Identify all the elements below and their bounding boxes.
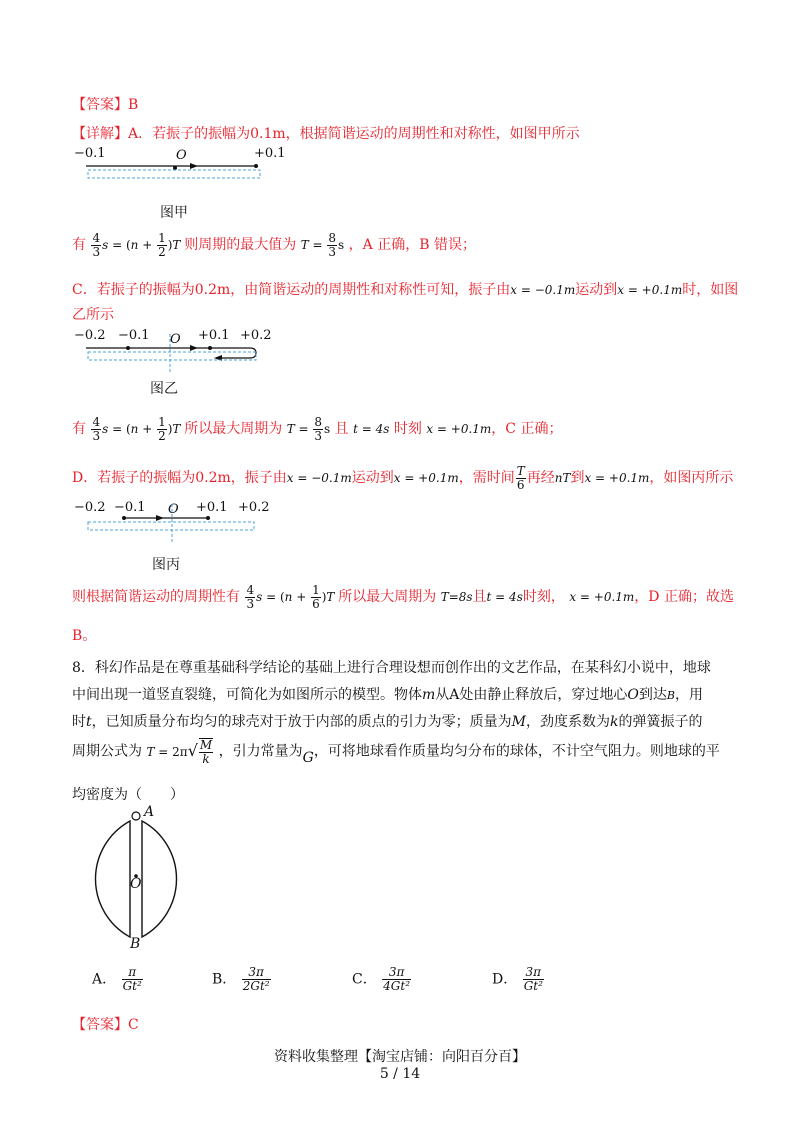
label-plus-01: +0.1	[254, 146, 286, 161]
answer-value: B	[128, 97, 139, 113]
figure-bing	[72, 496, 272, 576]
q8-l4c: ，可将地球看作质量均匀分布的球体，不计空气阻力。则地球的平	[313, 743, 720, 760]
pos-x-pos2: x = +0.1m	[584, 471, 650, 485]
q8-line2	[72, 684, 703, 704]
option-frac	[523, 966, 544, 993]
text-moment: 时刻，	[522, 589, 565, 605]
text-d-post: ，如图丙所示	[649, 470, 734, 486]
var-m: m	[422, 687, 436, 703]
point-a-label: A	[144, 804, 155, 820]
answer-bracket: 【答案】	[72, 1017, 128, 1033]
pos-x-pos: x = +0.1m	[393, 471, 459, 485]
detail-line-a	[72, 123, 580, 143]
formula-period-c: $\frac{4}{3}$ s = (n + $\frac{1}{2}$ )T	[92, 415, 181, 443]
q8-line1: 8．科幻作品是在尊重基础科学结论的基础上进行合理设想而创作出的文艺作品，在某科幻小说中，地球	[72, 660, 711, 676]
option-num: π	[122, 966, 143, 980]
option-num: 3π	[523, 966, 544, 980]
var-b: B	[666, 689, 675, 702]
option-label: C．	[352, 971, 377, 988]
text-to: 到	[570, 470, 585, 486]
var-k: k	[609, 714, 619, 730]
figure-yi	[72, 326, 272, 406]
figure-jia	[72, 144, 292, 224]
text-and: 且	[472, 589, 487, 605]
text-c-mid: 运动到	[575, 282, 618, 298]
page-number: 5 / 14	[379, 1066, 421, 1082]
detail-line-d	[72, 465, 733, 492]
text-and: 且	[334, 421, 349, 437]
option-d[interactable]	[492, 966, 545, 993]
q8-l3c: ，劲度系数为	[525, 714, 610, 730]
formula-spring-period: T = 2π√ $\frac{M}{k}$	[146, 738, 213, 766]
text-moment: 时刻	[393, 421, 422, 437]
q8-l3d: 的弹簧振子的	[618, 714, 703, 730]
label-plus-02: +0.2	[240, 328, 272, 343]
detail-line-d2	[72, 584, 734, 611]
var-o: O	[627, 687, 639, 703]
text-d-pre: D．若振子的振幅为0.2m，振子由	[72, 470, 287, 486]
formula-nt: nT	[554, 471, 571, 485]
text-a-conclusion: ，A 正确，B 错误；	[348, 237, 476, 253]
text-max-period: 则周期的最大值为	[184, 237, 297, 253]
option-label: B．	[212, 971, 237, 988]
footer-source: 资料收集整理【淘宝店铺：向阳百分百】	[274, 1049, 526, 1065]
detail-line-a2	[72, 232, 476, 259]
oscillation-path	[72, 326, 272, 376]
formula-tmax-c: T = $\frac{8}{3}$ s	[286, 415, 331, 443]
earth-figure	[68, 804, 218, 954]
option-label: A．	[92, 971, 117, 988]
option-den: Gt²	[523, 979, 543, 993]
answer-line	[72, 94, 138, 114]
text-max-period: 所以最大周期为	[338, 589, 437, 605]
option-frac	[242, 966, 271, 993]
q8-l2d: ，用	[674, 687, 703, 703]
label-origin: O	[170, 332, 181, 347]
q8-l3b: ，已知质量分布均匀的球壳对于放于内部的质点的引力为零；质量为	[91, 714, 512, 730]
answer-line-2	[72, 1014, 139, 1034]
text-you: 有	[72, 237, 86, 253]
option-num: 3π	[242, 966, 271, 980]
var-g: G	[302, 749, 314, 766]
caption-yi: 图乙	[150, 381, 178, 397]
label-minus-01: −0.1	[118, 328, 150, 343]
text-c-pre: C．若振子的振幅为0.2m，由简谐运动的周期性和对称性可知，振子由	[72, 282, 511, 298]
oscillation-path	[72, 144, 292, 184]
caption-jia: 图甲	[160, 205, 188, 221]
time-value: t = 4s	[353, 422, 390, 436]
answer-value: C	[128, 1017, 139, 1033]
text-max-period: 所以最大周期为	[184, 421, 283, 437]
var-bigm: M	[511, 714, 526, 730]
option-den: Gt²	[122, 979, 142, 993]
text-d-mid: 运动到	[351, 470, 394, 486]
label-origin: O	[168, 502, 179, 517]
pos-x-neg: x = −0.1m	[510, 283, 576, 297]
point-o-label: O	[130, 876, 142, 892]
pos-value: x = +0.1m	[426, 422, 492, 436]
oscillation-path	[72, 496, 272, 546]
q8-line5: 均密度为（ ）	[72, 787, 184, 803]
earth-diagram	[68, 804, 218, 954]
pos-value: x = +0.1m	[569, 590, 635, 604]
option-a[interactable]	[92, 966, 144, 993]
text-you: 有	[72, 421, 86, 437]
detail-text-a: A．若振子的振幅为0.1m，根据简谐运动的周期性和对称性，如图甲所示	[128, 126, 580, 142]
q8-line4	[72, 738, 720, 766]
q8-l2c: 到达	[638, 687, 667, 703]
formula-t6: $\frac{T}{6}$	[516, 464, 525, 492]
q8-l3a: 时	[72, 714, 86, 730]
text-c-conclusion: ，C 正确；	[491, 421, 563, 437]
option-num: 3π	[382, 966, 411, 980]
text-need-time: ，需时间	[458, 470, 515, 486]
pos-x-neg: x = −0.1m	[286, 471, 352, 485]
detail-line-c2: 乙所示	[72, 307, 114, 323]
q8-line3	[72, 711, 702, 731]
option-label: D．	[492, 971, 518, 988]
option-frac	[382, 966, 411, 993]
detail-line-d3: B。	[72, 628, 97, 644]
option-frac	[122, 966, 143, 993]
q8-l4a: 周期公式为	[72, 743, 142, 760]
detail-line-c3	[72, 416, 562, 443]
formula-period-a: $\frac{4}{3}$ s = (n + $\frac{1}{2}$ )T	[92, 231, 181, 259]
option-c[interactable]	[352, 966, 412, 993]
label-origin: O	[176, 148, 187, 163]
text-again: 再经	[526, 470, 555, 486]
tmax-value: T=8s	[440, 590, 473, 604]
q8-l2b: 从A处由静止释放后，穿过地心	[435, 687, 628, 703]
label-minus-01: −0.1	[114, 500, 146, 515]
point-b-label: B	[130, 936, 141, 952]
var-t: t	[86, 714, 92, 730]
label-plus-01: +0.1	[198, 328, 230, 343]
label-minus-02: −0.2	[74, 328, 106, 343]
label-minus-02: −0.2	[74, 500, 106, 515]
caption-bing: 图丙	[152, 557, 180, 573]
detail-line-c	[72, 279, 738, 299]
formula-period-d: $\frac{4}{3}$ s = (n + $\frac{1}{6}$ )T	[246, 583, 335, 611]
time-value: t = 4s	[486, 590, 523, 604]
pos-x-pos: x = +0.1m	[617, 283, 683, 297]
option-den: 2Gt²	[242, 979, 270, 993]
option-b[interactable]	[212, 966, 272, 993]
label-plus-02: +0.2	[238, 500, 270, 515]
detail-head: 【详解】	[72, 126, 128, 142]
text-d-conclusion: ，D 正确；故选	[634, 589, 734, 605]
answer-bracket: 【答案】	[72, 97, 128, 113]
q8-l2a: 中间出现一道竖直裂缝，可简化为如图所示的模型。物体	[72, 687, 422, 703]
q8-l4b: ，引力常量为	[218, 743, 303, 760]
text-d2-pre: 则根据简谐运动的周期性有	[72, 589, 240, 605]
formula-tmax-a: T = $\frac{8}{3}$ s	[300, 231, 345, 259]
text-c-post: 时，如图	[682, 282, 739, 298]
label-plus-01: +0.1	[196, 500, 228, 515]
label-minus-01: −0.1	[74, 146, 106, 161]
option-den: 4Gt²	[383, 979, 411, 993]
